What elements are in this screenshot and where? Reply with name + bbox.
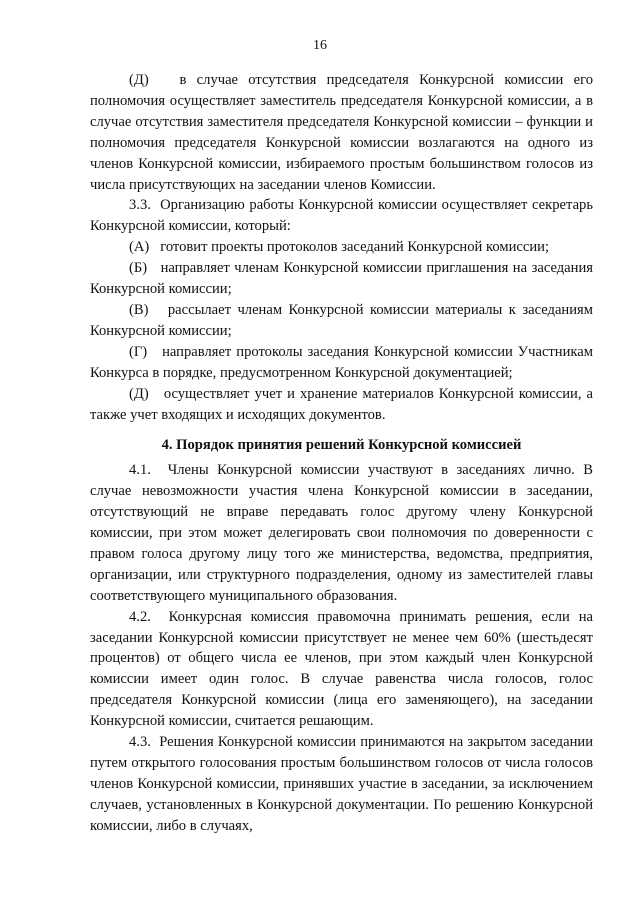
page-number: 16 xyxy=(313,38,327,53)
paragraph-4-3: 4.3. Решения Конкурсной комиссии принимаются на закрытом заседании путем открытого голосования простым большинством голосов от числа голосов членов Конкурсной комиссии, принявших участие в заседании, за исключением случаев, установленных в Конкурсной документации. По решению Конкурсной комиссии, либо в случаях, xyxy=(90,734,593,834)
paragraph-item-d-records: (Д) осуществляет учет и хранение материалов Конкурсной комиссии, а также учет входящих и исходящих документов. xyxy=(90,385,593,423)
paragraph-item-g: (Г) направляет протоколы заседания Конкурсной комиссии Участникам Конкурса в порядке, предусмотренном Конкурсной документацией; xyxy=(90,343,593,381)
paragraph-item-v: (В) рассылает членам Конкурсной комиссии материалы к заседаниям Конкурсной комиссии; xyxy=(90,301,593,339)
section-heading: 4. Порядок принятия решений Конкурсной комиссией xyxy=(161,437,522,454)
paragraph-item-b: (Б) направляет членам Конкурсной комиссии приглашения на заседания Конкурсной комиссии; xyxy=(90,260,593,298)
paragraph-4-2: 4.2. Конкурсная комиссия правомочна принимать решения, если на заседании Конкурсной комиссии присутствует не менее чем 60% (шестьдесят процентов) от общего числа ее членов, при этом каждый член Конкурсной комиссии имеет один голос. В случае равенства числа голосов, голос председателя Конкурсной комиссии (лица его заменяющего), на заседании Конкурсной комиссии, считается решающим. xyxy=(90,608,593,730)
paragraph-3-3-secretary: 3.3. Организацию работы Конкурсной комиссии осуществляет секретарь Конкурсной комиссии, который: xyxy=(90,197,593,235)
paragraph-item-a: (А) готовит проекты протоколов заседаний Конкурсной комиссии; xyxy=(129,239,550,256)
paragraph-4-1: 4.1. Члены Конкурсной комиссии участвуют в заседаниях лично. В случае невозможности участия члена Конкурсной комиссии в заседании, отсутствующий не вправе передавать голос другому члену Конкурсной комиссии, при этом может делегировать свои полномочия по доверенности с правом голоса другому лицу того же министерства, ведомства, предприятия, организации, или структурного подразделения, одному из заместителей главы соответствующего муниципального образования. xyxy=(90,462,593,604)
document-body xyxy=(90,70,593,837)
paragraph-item-d-chairman-absence: (Д) в случае отсутствия председателя Конкурсной комиссии его полномочия осуществляет заместитель председателя Конкурсной комиссии, а в случае отсутствия заместителя председателя Конкурсной комиссии – функции и полномочия председателя Конкурсной комиссии возлагаются на одного из членов Конкурсной комиссии, избираемого простым большинством голосов из числа присутствующих на заседании членов Комиссии. xyxy=(90,72,593,193)
